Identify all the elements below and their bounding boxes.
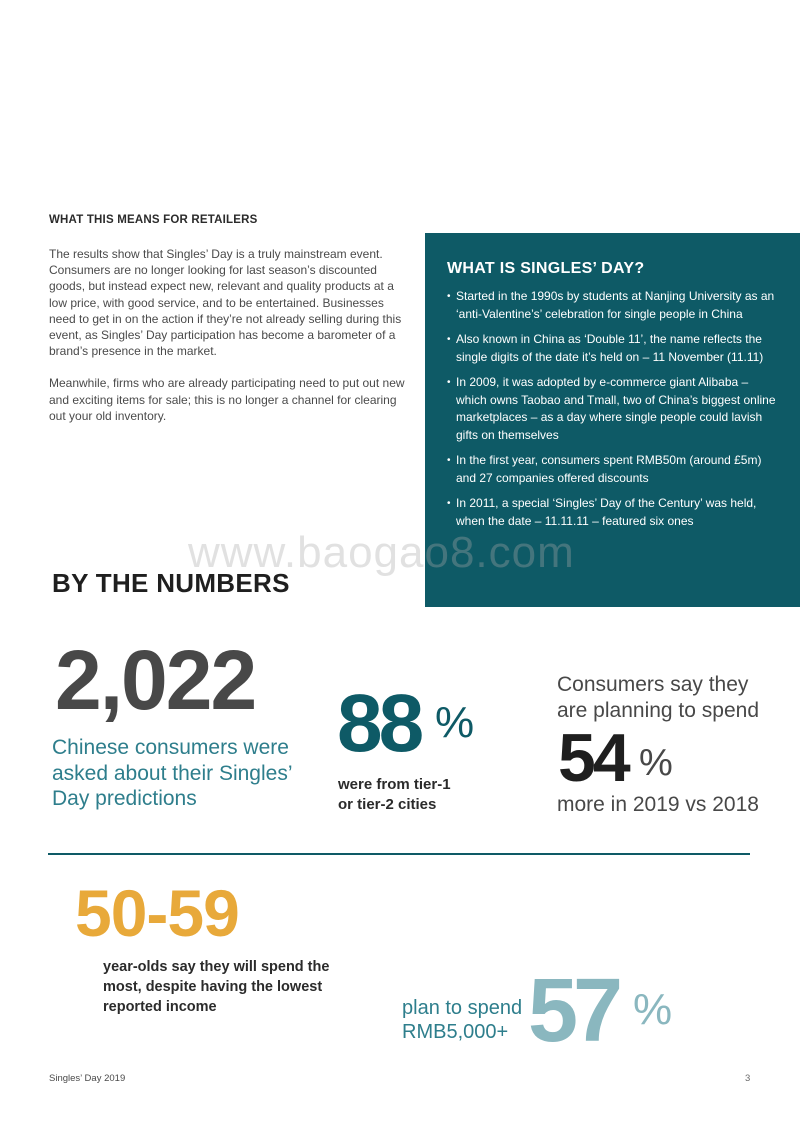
section-divider: [48, 853, 750, 855]
retailers-paragraph-1: The results show that Singles’ Day is a truly mainstream event. Consumers are no longer looking for last season’s discounted goods, but instead expect new, relevant and quality products at a low price, with good service, and to be entertained. Businesses need to get in on the action if they’re not already selling during this event, as Singles’ Day participation has become a barometer of a brand’s presence in the market.: [49, 247, 402, 359]
fact-text: In 2011, a special ‘Singles’ Day of the Century’ was held, when the date – 11.11.11 – featured six ones: [456, 496, 757, 528]
fact-text: Started in the 1990s by students at Nanjing University as an ‘anti-Valentine’s’ celebration for single people in China: [456, 289, 775, 321]
singles-day-fact-list: [447, 288, 782, 538]
fact-item: [447, 495, 782, 530]
footer-title: Singles’ Day 2019: [49, 1073, 126, 1084]
stat-rmb5000-caption-text: plan to spend RMB5,000+: [402, 997, 523, 1043]
fact-item: [447, 374, 782, 444]
bullet-icon: •: [447, 498, 451, 509]
bullet-icon: •: [447, 377, 451, 388]
retailers-paragraph-2: Meanwhile, firms who are already participating need to put out new and exciting items for sale; this is no longer a channel for clearing out your old inventory.: [49, 376, 405, 423]
watermark: www.baogao8.com: [188, 528, 575, 577]
bullet-icon: •: [447, 455, 451, 466]
singles-day-box-title: WHAT IS SINGLES’ DAY?: [447, 260, 645, 277]
retailers-heading: WHAT THIS MEANS FOR RETAILERS: [49, 214, 258, 226]
stat-rmb5000-unit: %: [633, 985, 673, 1034]
stat-rmb5000-value: 57: [528, 961, 619, 1061]
stat-tier-cities-caption-text: were from tier-1 or tier-2 cities: [338, 776, 451, 813]
stat-spend-more-value: 54: [558, 720, 628, 796]
stat-rmb5000-caption: [402, 996, 530, 1044]
stat-age-group-value: 50-59: [75, 876, 239, 950]
stat-spend-more-unit: %: [639, 742, 673, 784]
fact-item: [447, 288, 782, 323]
stat-tier-cities-unit: %: [435, 698, 475, 747]
bullet-icon: •: [447, 334, 451, 345]
fact-text: In 2009, it was adopted by e-commerce giant Alibaba – which owns Taobao and Tmall, two of China’s biggest online marketplaces – as a day where single people could lavish gifts on themselves: [456, 375, 776, 442]
stat-tier-cities-caption: [338, 775, 463, 815]
fact-text: Also known in China as ‘Double 11’, the name reflects the single digits of the date it’s held on – 11 November (11.11): [456, 332, 764, 364]
fact-item: [447, 452, 782, 487]
fact-text: In the first year, consumers spent RMB50m (around £5m) and 27 companies offered discounts: [456, 453, 762, 485]
stat-consumers-caption: Chinese consumers were asked about their Singles’ Day predictions: [52, 736, 292, 810]
stat-spend-more-lead: Consumers say they are planning to spend: [557, 673, 759, 722]
stat-spend-more-caption: more in 2019 vs 2018: [557, 793, 759, 816]
stat-consumers-value: 2,022: [55, 633, 256, 727]
fact-item: [447, 331, 782, 366]
by-the-numbers-title: BY THE NUMBERS: [52, 568, 290, 598]
stat-age-group-caption: year-olds say they will spend the most, despite having the lowest reported income: [103, 959, 330, 1015]
bullet-icon: •: [447, 291, 451, 302]
stat-tier-cities-value: 88: [337, 678, 421, 769]
retailers-body: [49, 246, 409, 440]
page-number: 3: [745, 1073, 751, 1084]
